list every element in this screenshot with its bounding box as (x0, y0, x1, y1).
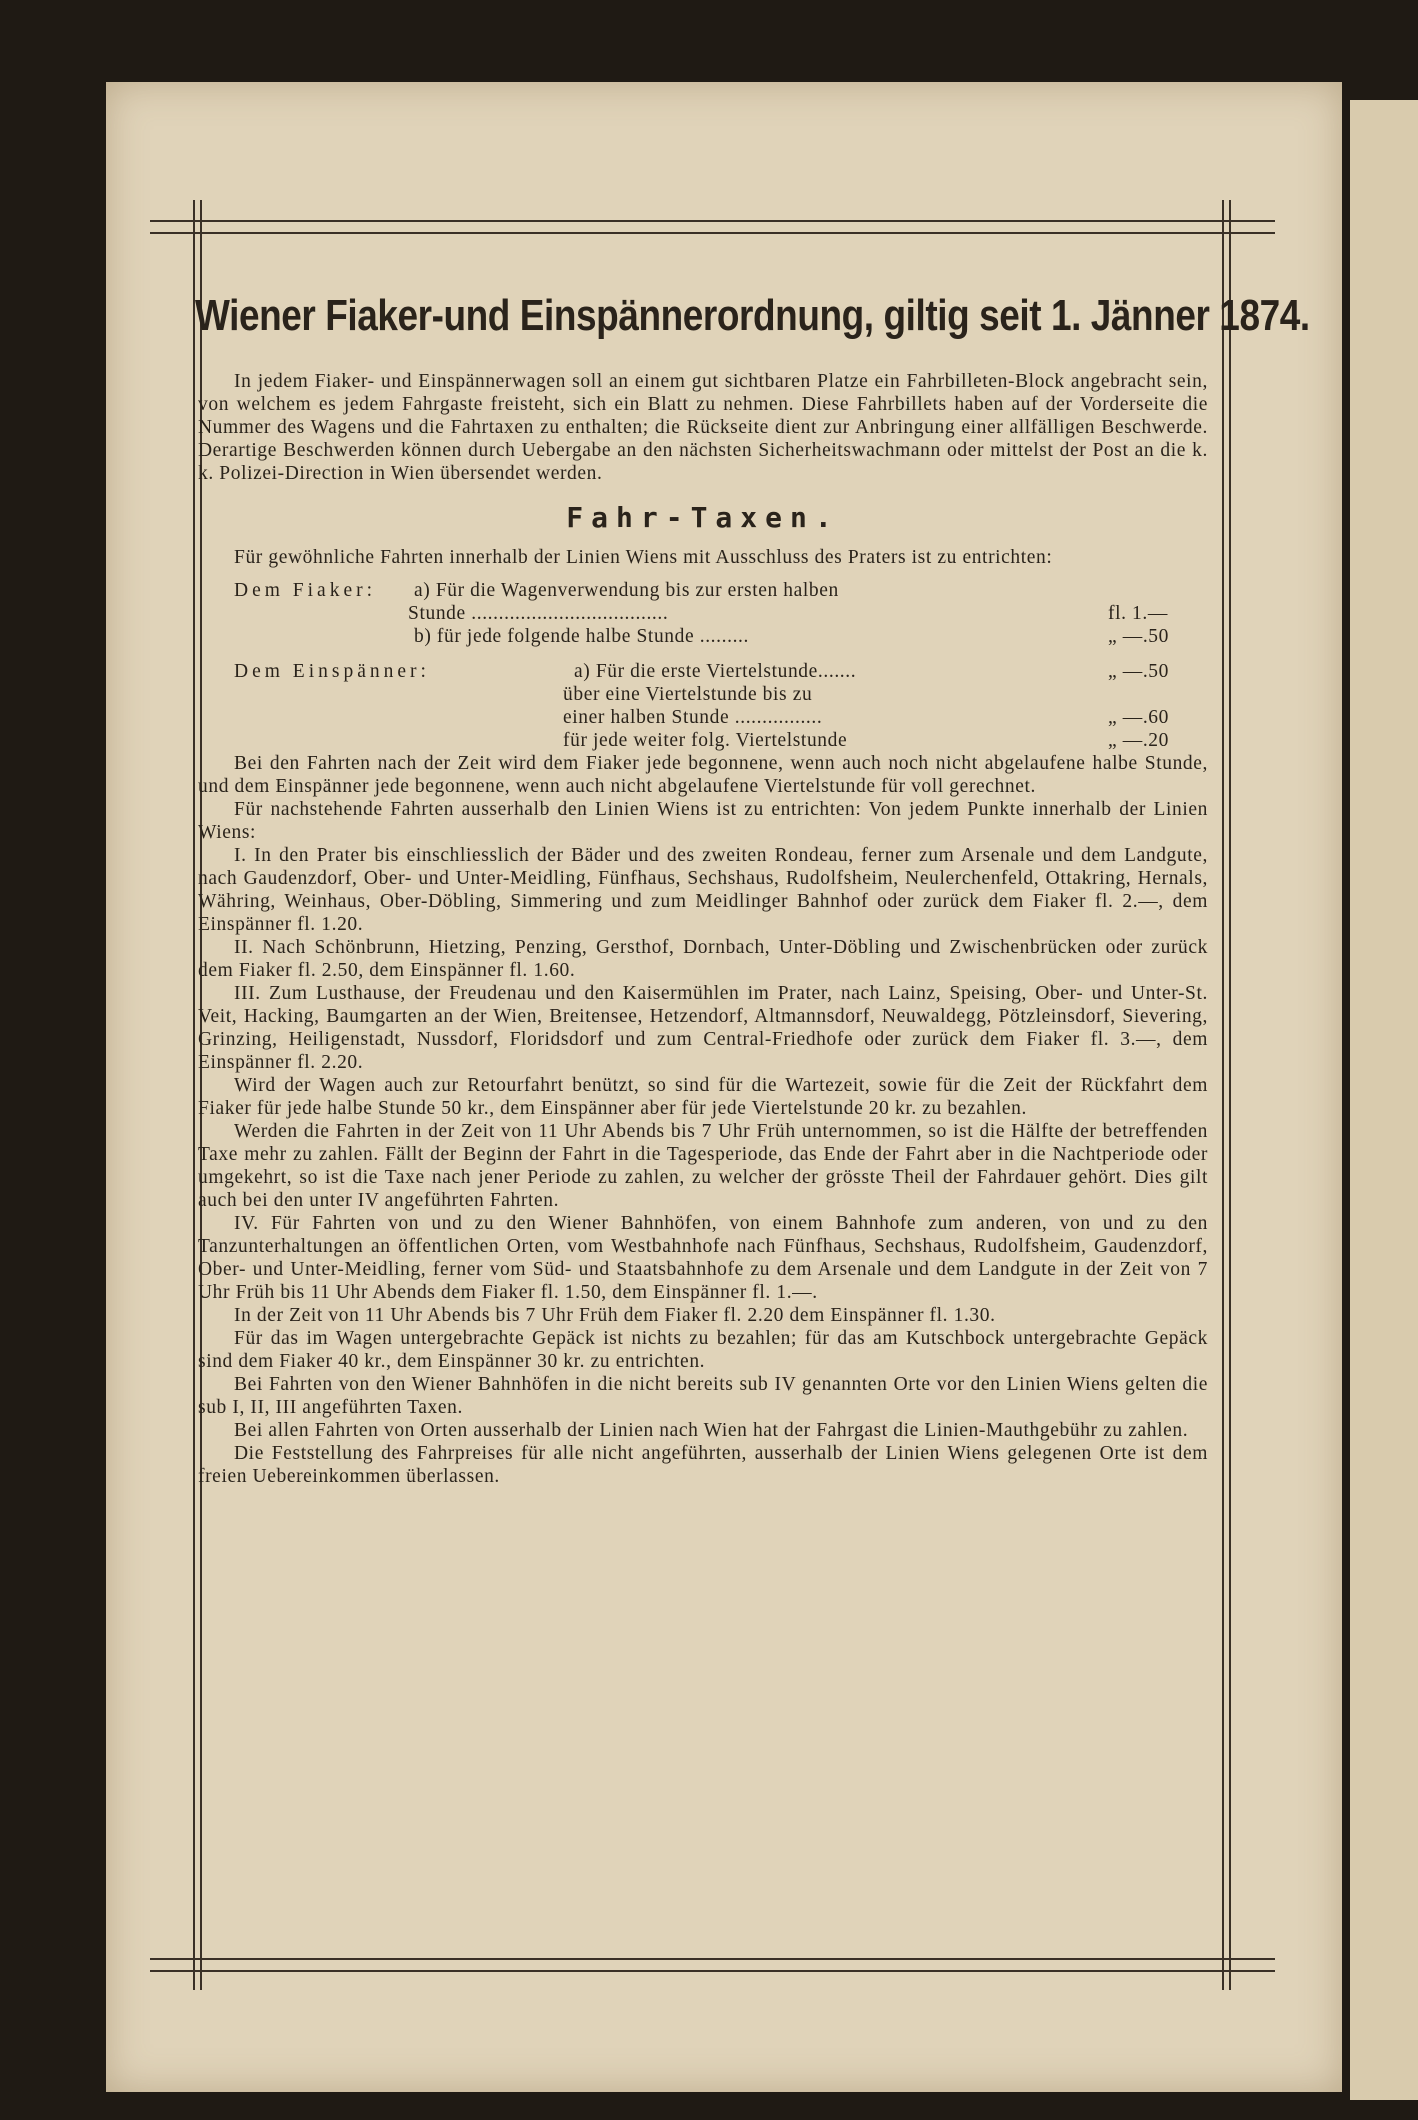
right-frame-line-outer (1229, 200, 1231, 1990)
paragraph-outside-lines: Für nachstehende Fahrten ausserhalb den Linien Wiens ist zu entrichten: Von jedem Punkte innerhalb der Linien Wiens: (198, 799, 1208, 843)
paragraph-time-rule: Bei den Fahrten nach der Zeit wird dem Fiaker jede begonnene, wenn auch noch nicht abgelaufene halbe Stunde, und dem Einspänner jede begonnene, wenn auch nicht abgelaufene Viertelstunde für voll gerechnet. (198, 753, 1208, 797)
left-frame-line-inner (193, 200, 195, 1990)
einspaenner-c-text: für jede weiter folg. Viertelstunde (563, 730, 848, 751)
paragraph-luggage: Für das im Wagen untergebrachte Gepäck ist nichts zu bezahlen; für das am Kutschbock untergebrachte Gepäck sind dem Fiaker 40 kr., dem Einspänner 30 kr. zu entrichten. (198, 1328, 1208, 1372)
adjacent-page-edge (1350, 100, 1418, 2100)
paragraph-zone-ii: II. Nach Schönbrunn, Hietzing, Penzing, Gersthof, Dornbach, Unter-Döbling und Zwischenbrücken oder zurück dem Fiaker fl. 2.50, dem Einspänner fl. 1.60. (198, 937, 1208, 981)
intro-paragraph: In jedem Fiaker- und Einspännerwagen soll an einem gut sichtbaren Platze ein Fahrbilleten-Block angebracht sein, von welchem es jedem Fahrgaste freisteht, sich ein Blatt zu nehmen. Diese Fahrbillets haben auf der Vorderseite die Nummer des Wagens und die Fahrtaxen zu enthalten; die Rückseite dient zur Anbringung einer allfälligen Beschwerde. Derartige Beschwerden können durch Uebergabe an den nächsten Sicherheitswachmann oder mittelst der Post an die k. k. Polizei-Direction in Wien übersendet werden. (198, 371, 1208, 484)
lead-in-paragraph: Für gewöhnliche Fahrten innerhalb der Linien Wiens mit Ausschluss des Praters ist zu entrichten: (234, 547, 1053, 568)
einspaenner-row-a (198, 660, 1208, 683)
fiaker-row-a-cont (198, 602, 1208, 625)
einspaenner-c-price: „ —.20 (1108, 730, 1170, 751)
einspaenner-b-line2: einer halben Stunde ................ (563, 707, 823, 728)
einspaenner-a-text: a) Für die erste Viertelstunde....... (574, 661, 857, 682)
fiaker-a-text: a) Für die Wagenverwendung bis zur ersten halben (414, 580, 839, 601)
fiaker-b-price: „ —.50 (1108, 626, 1170, 647)
fiaker-label: Dem Fiaker: (234, 580, 377, 601)
section-heading: Fahr-Taxen. (566, 501, 840, 534)
fiaker-row-a (198, 579, 1208, 602)
right-frame-line-inner (1222, 200, 1224, 1990)
einspaenner-b-price: „ —.60 (1108, 707, 1170, 728)
einspaenner-a-price: „ —.50 (1108, 661, 1170, 682)
paragraph-free-agreement: Die Feststellung des Fahrpreises für alle nicht angeführten, ausserhalb der Linien Wiens gelegenen Orte ist dem freien Uebereinkommen überlassen. (198, 1443, 1208, 1487)
fiaker-b-text: b) für jede folgende halbe Stunde ......... (414, 626, 750, 647)
bottom-double-rule (150, 1958, 1275, 1972)
einspaenner-row-c (198, 729, 1208, 752)
einspaenner-label: Dem Einspänner: (234, 661, 430, 682)
paragraph-stations: Bei Fahrten von den Wiener Bahnhöfen in die nicht bereits sub IV genannten Orte vor den Linien Wiens gelten die sub I, II, III angeführten Taxen. (198, 1374, 1208, 1418)
einspaenner-row-b2 (198, 706, 1208, 729)
paragraph-zone-iv-night: In der Zeit von 11 Uhr Abends bis 7 Uhr Früh dem Fiaker fl. 2.20 dem Einspänner fl. 1.30. (234, 1305, 996, 1326)
paragraph-zone-i: I. In den Prater bis einschliesslich der Bäder und des zweiten Rondeau, ferner zum Arsenale und dem Landgute, nach Gaudenzdorf, Ober- und Unter-Meidling, Fünfhaus, Sechshaus, Rudolfsheim, Neulerchenfeld, Ottakring, Hernals, Währing, Weinhaus, Ober-Döbling, Simmering und zum Meidlinger Bahnhof oder zurück dem Fiaker fl. 2.—, dem Einspänner fl. 1.20. (198, 845, 1208, 935)
paragraph-zone-iv: IV. Für Fahrten von und zu den Wiener Bahnhöfen, von einem Bahnhofe zum anderen, von und zu den Tanzunterhaltungen an öffentlichen Orten, vom Westbahnhofe nach Fünfhaus, Sechshaus, Rudolfsheim, Gaudenzdorf, Ober- und Unter-Meidling, ferner vom Süd- und Staatsbahnhofe zu dem Arsenale und dem Landgute in der Zeit von 7 Uhr Früh bis 11 Uhr Abends dem Fiaker fl. 1.50, dem Einspänner fl. 1.—. (198, 1213, 1208, 1303)
page-title: Wiener Fiaker-und Einspännerordnung, giltig seit 1. Jänner 1874. (195, 291, 1310, 340)
einspaenner-b-line1: über eine Viertelstunde bis zu (563, 684, 813, 705)
einspaenner-row-b1 (198, 683, 1208, 706)
document-content (195, 291, 1310, 1488)
paragraph-night-rate: Werden die Fahrten in der Zeit von 11 Uhr Abends bis 7 Uhr Früh unternommen, so ist die Hälfte der betreffenden Taxe mehr zu zahlen. Fällt der Beginn der Fahrt in die Tagesperiode, das Ende der Fahrt aber in die Nachtperiode oder umgekehrt, so ist die Taxe nach jener Periode zu zahlen, zu welcher der grösste Theil der Fahrdauer gehört. Dies gilt auch bei den unter IV angeführten Fahrten. (198, 1121, 1208, 1211)
paragraph-toll: Bei allen Fahrten von Orten ausserhalb der Linien nach Wien hat der Fahrgast die Linien-Mauthgebühr zu zahlen. (234, 1420, 1189, 1441)
fiaker-row-b (198, 625, 1208, 648)
top-double-rule (150, 220, 1275, 234)
fiaker-a-price: fl. 1.— (1108, 603, 1168, 624)
paragraph-return-trip: Wird der Wagen auch zur Retourfahrt benützt, so sind für die Wartezeit, sowie für die Zeit der Rückfahrt dem Fiaker für jede halbe Stunde 50 kr., dem Einspänner aber für jede Viertelstunde 20 kr. zu bezahlen. (198, 1075, 1208, 1119)
fiaker-a-cont: Stunde .................................... (408, 603, 669, 624)
paragraph-zone-iii: III. Zum Lusthause, der Freudenau und den Kaisermühlen im Prater, nach Lainz, Speising, Ober- und Unter-St. Veit, Hacking, Baumgarten an der Wien, Breitensee, Hetzendorf, Altmannsdorf, Neuwaldegg, Pötzleinsdorf, Sievering, Grinzing, Heiligenstadt, Nussdorf, Floridsdorf und zum Central-Friedhofe oder zurück dem Fiaker fl. 3.—, dem Einspänner fl. 2.20. (198, 983, 1208, 1073)
